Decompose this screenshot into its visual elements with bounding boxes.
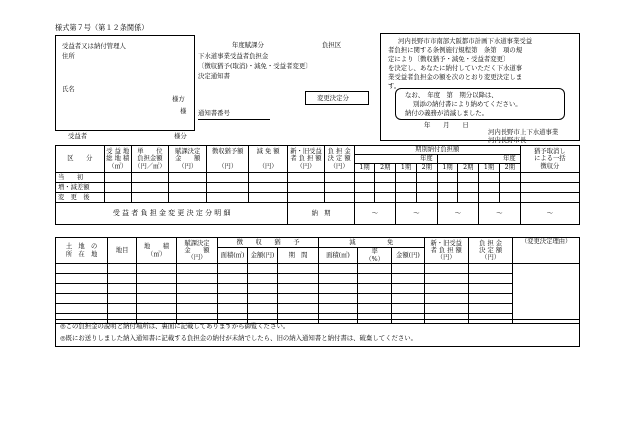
h-period: 期 間 — [277, 248, 318, 264]
cell[interactable] — [392, 284, 424, 294]
cell[interactable] — [357, 264, 391, 274]
notice-line: 業受益者負担金の額を次のとおり変更決定しま — [388, 73, 523, 81]
h-def-amt: 金額(円) — [248, 248, 278, 264]
h-area: 受 益 地 総 地 積 （㎡） — [104, 146, 131, 173]
cell[interactable] — [357, 274, 391, 284]
h-exempt: 減 免 — [319, 238, 424, 248]
cell[interactable] — [499, 173, 520, 183]
cell[interactable] — [277, 294, 318, 304]
cell[interactable] — [319, 294, 358, 304]
cell[interactable] — [416, 193, 437, 203]
cell[interactable] — [324, 193, 354, 203]
row-label: 当 初 — [56, 173, 105, 183]
cell[interactable] — [218, 284, 248, 294]
cell[interactable] — [108, 294, 137, 304]
h-newold: 新・旧受益 者 負 担 額 （円） — [424, 238, 468, 264]
cell[interactable] — [176, 304, 217, 314]
title-line1: 下水道事業受益者負担金 — [198, 52, 269, 60]
cell[interactable] — [396, 193, 417, 203]
cell[interactable] — [424, 304, 468, 314]
cell[interactable] — [468, 304, 512, 314]
notice-number-underline — [198, 119, 270, 120]
cell[interactable] — [169, 173, 207, 183]
h-year: 年度 — [354, 155, 437, 164]
cell[interactable] — [520, 193, 579, 203]
cell[interactable] — [375, 193, 396, 203]
cell[interactable] — [137, 294, 177, 304]
taxpayer-label: 受益者又は納付管理人 — [62, 42, 126, 50]
cell[interactable] — [357, 294, 391, 304]
cell[interactable] — [169, 183, 207, 193]
cell[interactable] — [424, 274, 468, 284]
cell[interactable] — [248, 183, 287, 193]
h-reason: （変更決定理由） — [513, 238, 580, 264]
cell[interactable] — [479, 173, 500, 183]
cell[interactable] — [319, 264, 358, 274]
cell[interactable] — [396, 173, 417, 183]
cell[interactable] — [56, 274, 108, 284]
h-defer: 徴 収 猶 予 — [218, 238, 319, 248]
h-def-area: 面積(㎡) — [218, 248, 248, 264]
cell[interactable] — [319, 284, 358, 294]
cell[interactable] — [104, 193, 131, 203]
h-q1: 1期 — [396, 164, 417, 173]
h-q1: 1期 — [479, 164, 500, 173]
h-ex-amt: 金額(円) — [392, 248, 424, 264]
cell[interactable] — [176, 274, 217, 284]
honorific-2: 様 — [180, 107, 187, 115]
title-line2: 〔徴収猶予(取消)・減免・受益者変更〕 — [198, 62, 312, 70]
inner-line: 納付の義務が消滅しました。 — [405, 109, 489, 117]
cell[interactable] — [416, 173, 437, 183]
notice-line: 者負担に関する条例施行規程第 条第 項の規 — [388, 46, 523, 54]
honorific-1: 様方 — [172, 95, 185, 103]
h-assess: 賦課決定 金 額 （円） — [176, 238, 217, 264]
cell[interactable] — [169, 193, 207, 203]
due-tilde: ～ — [437, 203, 478, 225]
h-year: 年度 — [437, 155, 520, 164]
cell[interactable] — [354, 173, 375, 183]
inner-line: なお、 年度 第 期分以降は、 — [405, 91, 498, 99]
form-number: 様式第７号（第１２条関係） — [55, 23, 149, 32]
h-q1: 1期 — [354, 164, 375, 173]
h-burden: 負 担 金 決 定 額 （円） — [468, 238, 512, 264]
issuer-line2: 河内長野市長 — [488, 136, 527, 144]
h-exempt: 減 免 額 （円） — [248, 146, 287, 173]
cell[interactable] — [468, 284, 512, 294]
cell[interactable] — [479, 193, 500, 203]
address-label: 住所 — [62, 52, 75, 60]
cell[interactable] — [520, 183, 579, 193]
cell[interactable] — [277, 274, 318, 284]
h-period: 期別納付負担額 — [354, 146, 520, 155]
cell[interactable] — [468, 294, 512, 304]
cell[interactable] — [248, 264, 278, 274]
notice-line: 定により〔徴収猶予・減免・受益者変更〕 — [388, 55, 510, 63]
header-year-line: 年度賦課分 — [232, 41, 264, 49]
cell[interactable] — [357, 304, 391, 314]
cell[interactable] — [131, 183, 168, 193]
cell[interactable] — [357, 284, 391, 294]
cell[interactable] — [392, 304, 424, 314]
row-label: 増・減差額 — [56, 183, 105, 193]
cell[interactable] — [248, 274, 278, 284]
cell[interactable] — [131, 173, 168, 183]
cell[interactable] — [176, 264, 217, 274]
h-q2: 2期 — [375, 164, 396, 173]
cell[interactable] — [375, 173, 396, 183]
beneficiary-label: 受益者 — [68, 132, 88, 140]
notice-number-label: 通知書番号 — [198, 109, 230, 117]
cell[interactable] — [324, 183, 354, 193]
cell[interactable] — [218, 264, 248, 274]
cell[interactable] — [277, 304, 318, 314]
cell[interactable] — [176, 294, 217, 304]
cell[interactable] — [108, 274, 137, 284]
cell[interactable] — [248, 193, 287, 203]
cell[interactable] — [137, 284, 177, 294]
h-q2: 2期 — [458, 164, 479, 173]
cell[interactable] — [56, 264, 108, 274]
h-ex-area: 面積(㎡) — [319, 248, 358, 264]
cell[interactable] — [108, 264, 137, 274]
burden-change-table — [55, 145, 580, 225]
due-tilde: ～ — [520, 203, 579, 225]
cell[interactable] — [392, 264, 424, 274]
due-tilde: ～ — [479, 203, 521, 225]
h-lot: 地目 — [108, 238, 137, 264]
cell[interactable] — [424, 284, 468, 294]
cell[interactable] — [499, 183, 520, 193]
h-q2: 2期 — [416, 164, 437, 173]
cell[interactable] — [458, 173, 479, 183]
cell[interactable] — [437, 193, 458, 203]
cell[interactable] — [458, 183, 479, 193]
name-label: 氏名 — [62, 85, 75, 93]
land-detail-table — [55, 237, 580, 324]
cell[interactable] — [354, 193, 375, 203]
cell[interactable] — [288, 193, 324, 203]
notice-line: を決定し、あなたに納付していただく下水道事 — [388, 64, 523, 72]
cell[interactable] — [207, 183, 248, 193]
cell[interactable] — [207, 193, 248, 203]
notice-line: 河内長野市市南部大阪都市計画下水道事業受益 — [398, 37, 533, 45]
cell[interactable] — [137, 264, 177, 274]
beneficiary-honorific: 様分 — [174, 132, 187, 140]
cell[interactable] — [288, 183, 324, 193]
title-line3: 決定通知書 — [198, 72, 230, 80]
cell[interactable] — [392, 274, 424, 284]
row-label: 変 更 後 — [56, 193, 105, 203]
cell[interactable] — [218, 274, 248, 284]
cell[interactable] — [468, 264, 512, 274]
cell[interactable] — [137, 274, 177, 284]
h-area: 地 積 （㎡） — [137, 238, 177, 264]
cell[interactable] — [520, 173, 579, 183]
cell[interactable] — [375, 183, 396, 193]
cell[interactable] — [108, 284, 137, 294]
inner-line: 別添の納付書により納めてください。 — [413, 100, 522, 108]
cell[interactable] — [207, 173, 248, 183]
reason-cell[interactable] — [513, 264, 580, 324]
cell[interactable] — [218, 304, 248, 314]
h-lump: 猶予取消し による一括 徴収分 — [520, 146, 579, 173]
cell[interactable] — [56, 304, 108, 314]
footer-note-1: ◎この負担金の説明と納付場所は、裏面に記載してありますから御覧ください。 — [60, 322, 290, 330]
footer-note-2: ◎既にお送りしました納入通知書に記載する負担金の納付が未納でしたら、旧の納入通知書と納付書は、破棄してください。 — [60, 334, 418, 342]
cell[interactable] — [324, 173, 354, 183]
h-defer: 徴収猶予額 （円） — [207, 146, 248, 173]
cell[interactable] — [354, 183, 375, 193]
h-burden: 負 担 金 決 定 額 （円） — [324, 146, 354, 173]
date-line: 年 月 日 — [424, 121, 469, 129]
h-newold: 新・旧受益 者 負 担 額 （円） — [288, 146, 324, 173]
cell[interactable] — [248, 304, 278, 314]
notice-line: す。 — [388, 82, 401, 90]
cell[interactable] — [288, 173, 324, 183]
cell[interactable] — [56, 294, 108, 304]
cell[interactable] — [424, 294, 468, 304]
cell[interactable] — [424, 264, 468, 274]
h-kubun: 区 分 — [56, 146, 105, 173]
cell[interactable] — [319, 274, 358, 284]
due-tilde: ～ — [396, 203, 437, 225]
cell[interactable] — [104, 173, 131, 183]
detail-title: 受 益 者 負 担 金 変 更 決 定 分 明 細 — [56, 203, 288, 225]
cell[interactable] — [137, 304, 177, 314]
cell[interactable] — [108, 304, 137, 314]
cell[interactable] — [56, 284, 108, 294]
due-tilde: ～ — [354, 203, 395, 225]
cell[interactable] — [248, 294, 278, 304]
cell[interactable] — [248, 173, 287, 183]
cell[interactable] — [176, 284, 217, 294]
cell[interactable] — [392, 294, 424, 304]
cell[interactable] — [479, 183, 500, 193]
header-district: 負担区 — [322, 41, 342, 49]
cell[interactable] — [319, 304, 358, 314]
cell[interactable] — [277, 284, 318, 294]
cell[interactable] — [104, 183, 131, 193]
cell[interactable] — [416, 183, 437, 193]
h-q2: 2期 — [499, 164, 520, 173]
cell[interactable] — [437, 183, 458, 193]
cell[interactable] — [396, 183, 417, 193]
issuer-line1: 河内長野市上下水道事業 — [488, 128, 559, 136]
cell[interactable] — [458, 193, 479, 203]
cell[interactable] — [277, 264, 318, 274]
cell[interactable] — [468, 274, 512, 284]
h-q1: 1期 — [437, 164, 458, 173]
h-land: 土 地 の 所 在 地 — [56, 238, 108, 264]
change-stamp-label: 変更決定分 — [317, 94, 349, 102]
h-rate: 率 （%） — [357, 248, 391, 264]
h-unit: 単 位 負担金額 （円／㎡） — [131, 146, 168, 173]
h-assess: 賦課決定 金 額 （円） — [169, 146, 207, 173]
cell[interactable] — [131, 193, 168, 203]
cell[interactable] — [437, 173, 458, 183]
due-label: 納 期 — [288, 203, 354, 225]
cell[interactable] — [499, 193, 520, 203]
cell[interactable] — [218, 294, 248, 304]
cell[interactable] — [248, 284, 278, 294]
